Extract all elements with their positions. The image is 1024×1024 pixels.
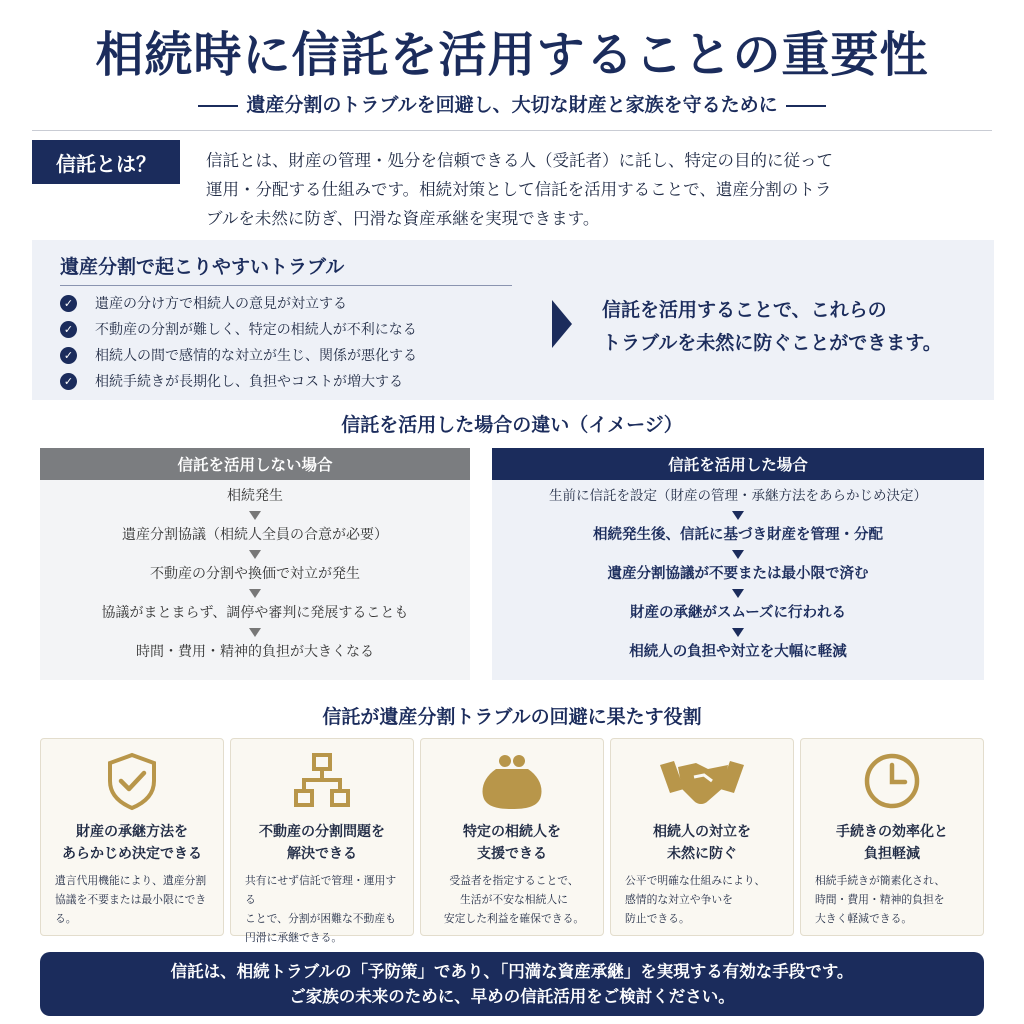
down-arrow-icon [249, 511, 261, 520]
role-card-desc-line: 円滑に承継できる。 [245, 931, 343, 944]
flow-step: 相続人の負担や対立を大幅に軽減 [629, 644, 847, 660]
role-card-title-line: 負担軽減 [864, 846, 920, 862]
role-card-title [41, 821, 223, 865]
roles-title: 信託が遺産分割トラブルの回避に果たす役割 [322, 706, 702, 728]
role-card-desc-line: 公平で明確な仕組みにより、 [625, 874, 766, 887]
intro-line: 信託とは、財産の管理・処分を信頼できる人（受託者）に託し、特定の目的に従って [206, 151, 833, 170]
role-card-desc-line: る。 [55, 912, 77, 925]
check-icon: ✓ [60, 295, 77, 312]
role-card-desc-line: 共有にせず信託で管理・運用する [245, 874, 397, 906]
role-card-title [421, 821, 603, 865]
flow-step: 協議がまとまらず、調停や審判に発展することも [101, 605, 409, 621]
role-card-title-line: 手続きの効率化と [836, 824, 948, 840]
intro-line: ブルを未然に防ぎ、円滑な資産承継を実現できます。 [206, 209, 600, 228]
down-arrow-icon [249, 550, 261, 559]
role-card [40, 738, 224, 936]
intro-label: 信託とは？ [32, 140, 180, 184]
role-card [230, 738, 414, 944]
role-card-desc-line: 安定した利益を確保できる。 [443, 912, 585, 925]
role-card-title-line: 不動産の分割問題を [259, 824, 385, 840]
role-card-desc-line: 協議を不要または最小限にでき [55, 893, 207, 906]
footer-banner [40, 952, 984, 1016]
role-card-desc-line: 時間・費用・精神的負担を [815, 893, 945, 906]
role-card-title [231, 821, 413, 865]
with-trust-heading: 信託を活用した場合 [492, 448, 984, 480]
flow-step: 生前に信託を設定（財産の管理・承継方法をあらかじめ決定） [549, 488, 927, 504]
trouble-item [60, 342, 417, 368]
trouble-panel [32, 240, 994, 400]
role-card-title-line: 特定の相続人を [463, 824, 561, 840]
page-title: 相続時に信託を活用することの重要性 [95, 27, 929, 83]
footer-line: ご家族の未来のために、早めの信託活用をご検討ください。 [289, 987, 735, 1006]
role-card-title [611, 821, 793, 865]
trouble-item [60, 368, 417, 394]
subtitle-dash-right [786, 105, 826, 107]
without-trust-steps [40, 480, 470, 663]
check-icon: ✓ [60, 321, 77, 338]
trouble-list [60, 290, 417, 394]
down-arrow-icon [732, 628, 744, 637]
without-trust-column [40, 448, 470, 680]
header-divider [32, 130, 992, 131]
role-card-desc [815, 871, 973, 928]
flow-step: 時間・費用・精神的負担が大きくなる [136, 644, 374, 660]
role-card-desc [245, 871, 403, 947]
trouble-item-text: 相続手続きが長期化し、負担やコストが増大する [95, 374, 403, 390]
subtitle-text: 遺産分割のトラブルを回避し、大切な財産と家族を守るために [246, 94, 778, 116]
role-card-desc-line: 受益者を指定することで、 [449, 874, 579, 887]
trouble-heading: 遺産分割で起こりやすいトラブル [60, 252, 512, 286]
trouble-item [60, 290, 417, 316]
role-card-desc-line: 相続手続きが簡素化され、 [815, 874, 946, 887]
down-arrow-icon [732, 589, 744, 598]
role-card-title-line: あらかじめ決定できる [62, 846, 202, 862]
down-arrow-icon [732, 550, 744, 559]
role-card-title-line: 支援できる [477, 846, 547, 862]
flow-step: 相続発生後、信託に基づき財産を管理・分配 [593, 527, 883, 543]
role-card-desc-line: 大きく軽減できる。 [815, 912, 913, 925]
with-trust-steps [492, 480, 984, 663]
role-card [420, 738, 604, 936]
down-arrow-icon [249, 589, 261, 598]
role-card-desc-line: 感情的な対立や争いを [625, 893, 733, 906]
flow-step: 遺産分割協議が不要または最小限で済む [607, 566, 869, 582]
trouble-item-text: 遺産の分け方で相続人の意見が対立する [95, 296, 347, 312]
intro-line: 運用・分配する仕組みです。相続対策として信託を活用することで、遺産分割のトラ [206, 180, 832, 199]
org-chart-icon [231, 751, 413, 811]
role-card-title-line: 解決できる [287, 846, 357, 862]
trouble-result-line: トラブルを未然に防ぐことができます。 [602, 332, 942, 354]
role-card-desc [55, 871, 213, 928]
flow-step: 遺産分割協議（相続人全員の合意が必要） [122, 527, 388, 543]
trouble-item [60, 316, 417, 342]
flow-step: 相続発生 [227, 488, 283, 504]
down-arrow-icon [249, 628, 261, 637]
page-subtitle [0, 90, 1024, 117]
role-card-title [801, 821, 983, 865]
role-cards [40, 738, 984, 944]
with-trust-column [492, 448, 984, 680]
purse-icon [421, 751, 603, 811]
role-card-desc [625, 871, 783, 928]
footer-line: 信託は、相続トラブルの「予防策」であり、「円満な資産承継」を実現する有効な手段です。 [170, 962, 854, 981]
role-card [800, 738, 984, 936]
role-card-desc-line: 防止できる。 [625, 912, 690, 925]
comparison-title: 信託を活用した場合の違い（イメージ） [341, 414, 683, 436]
arrow-right-icon [552, 300, 572, 348]
role-card-desc-line: 生活が不安な相続人に [460, 893, 568, 906]
role-card-title-line: 相続人の対立を [653, 824, 751, 840]
intro-text [206, 146, 946, 233]
clock-icon [801, 751, 983, 811]
role-card-desc-line: ことで、分割が困難な不動産も [245, 912, 396, 925]
trouble-result [602, 294, 942, 360]
role-card-desc [435, 871, 593, 928]
trouble-item-text: 相続人の間で感情的な対立が生じ、関係が悪化する [95, 348, 417, 364]
flow-step: 不動産の分割や換価で対立が発生 [150, 566, 360, 582]
check-icon: ✓ [60, 373, 77, 390]
without-trust-heading: 信託を活用しない場合 [40, 448, 470, 480]
subtitle-dash-left [198, 105, 238, 107]
trouble-result-line: 信託を活用することで、これらの [602, 299, 887, 321]
flow-step: 財産の承継がスムーズに行われる [629, 605, 847, 621]
down-arrow-icon [732, 511, 744, 520]
handshake-icon [611, 751, 793, 811]
role-card [610, 738, 794, 936]
shield-check-icon [41, 751, 223, 811]
check-icon: ✓ [60, 347, 77, 364]
role-card-title-line: 未然に防ぐ [667, 846, 737, 862]
role-card-title-line: 財産の承継方法を [76, 824, 188, 840]
role-card-desc-line: 遺言代用機能により、遺産分割 [55, 874, 207, 887]
trouble-item-text: 不動産の分割が難しく、特定の相続人が不利になる [95, 322, 417, 338]
